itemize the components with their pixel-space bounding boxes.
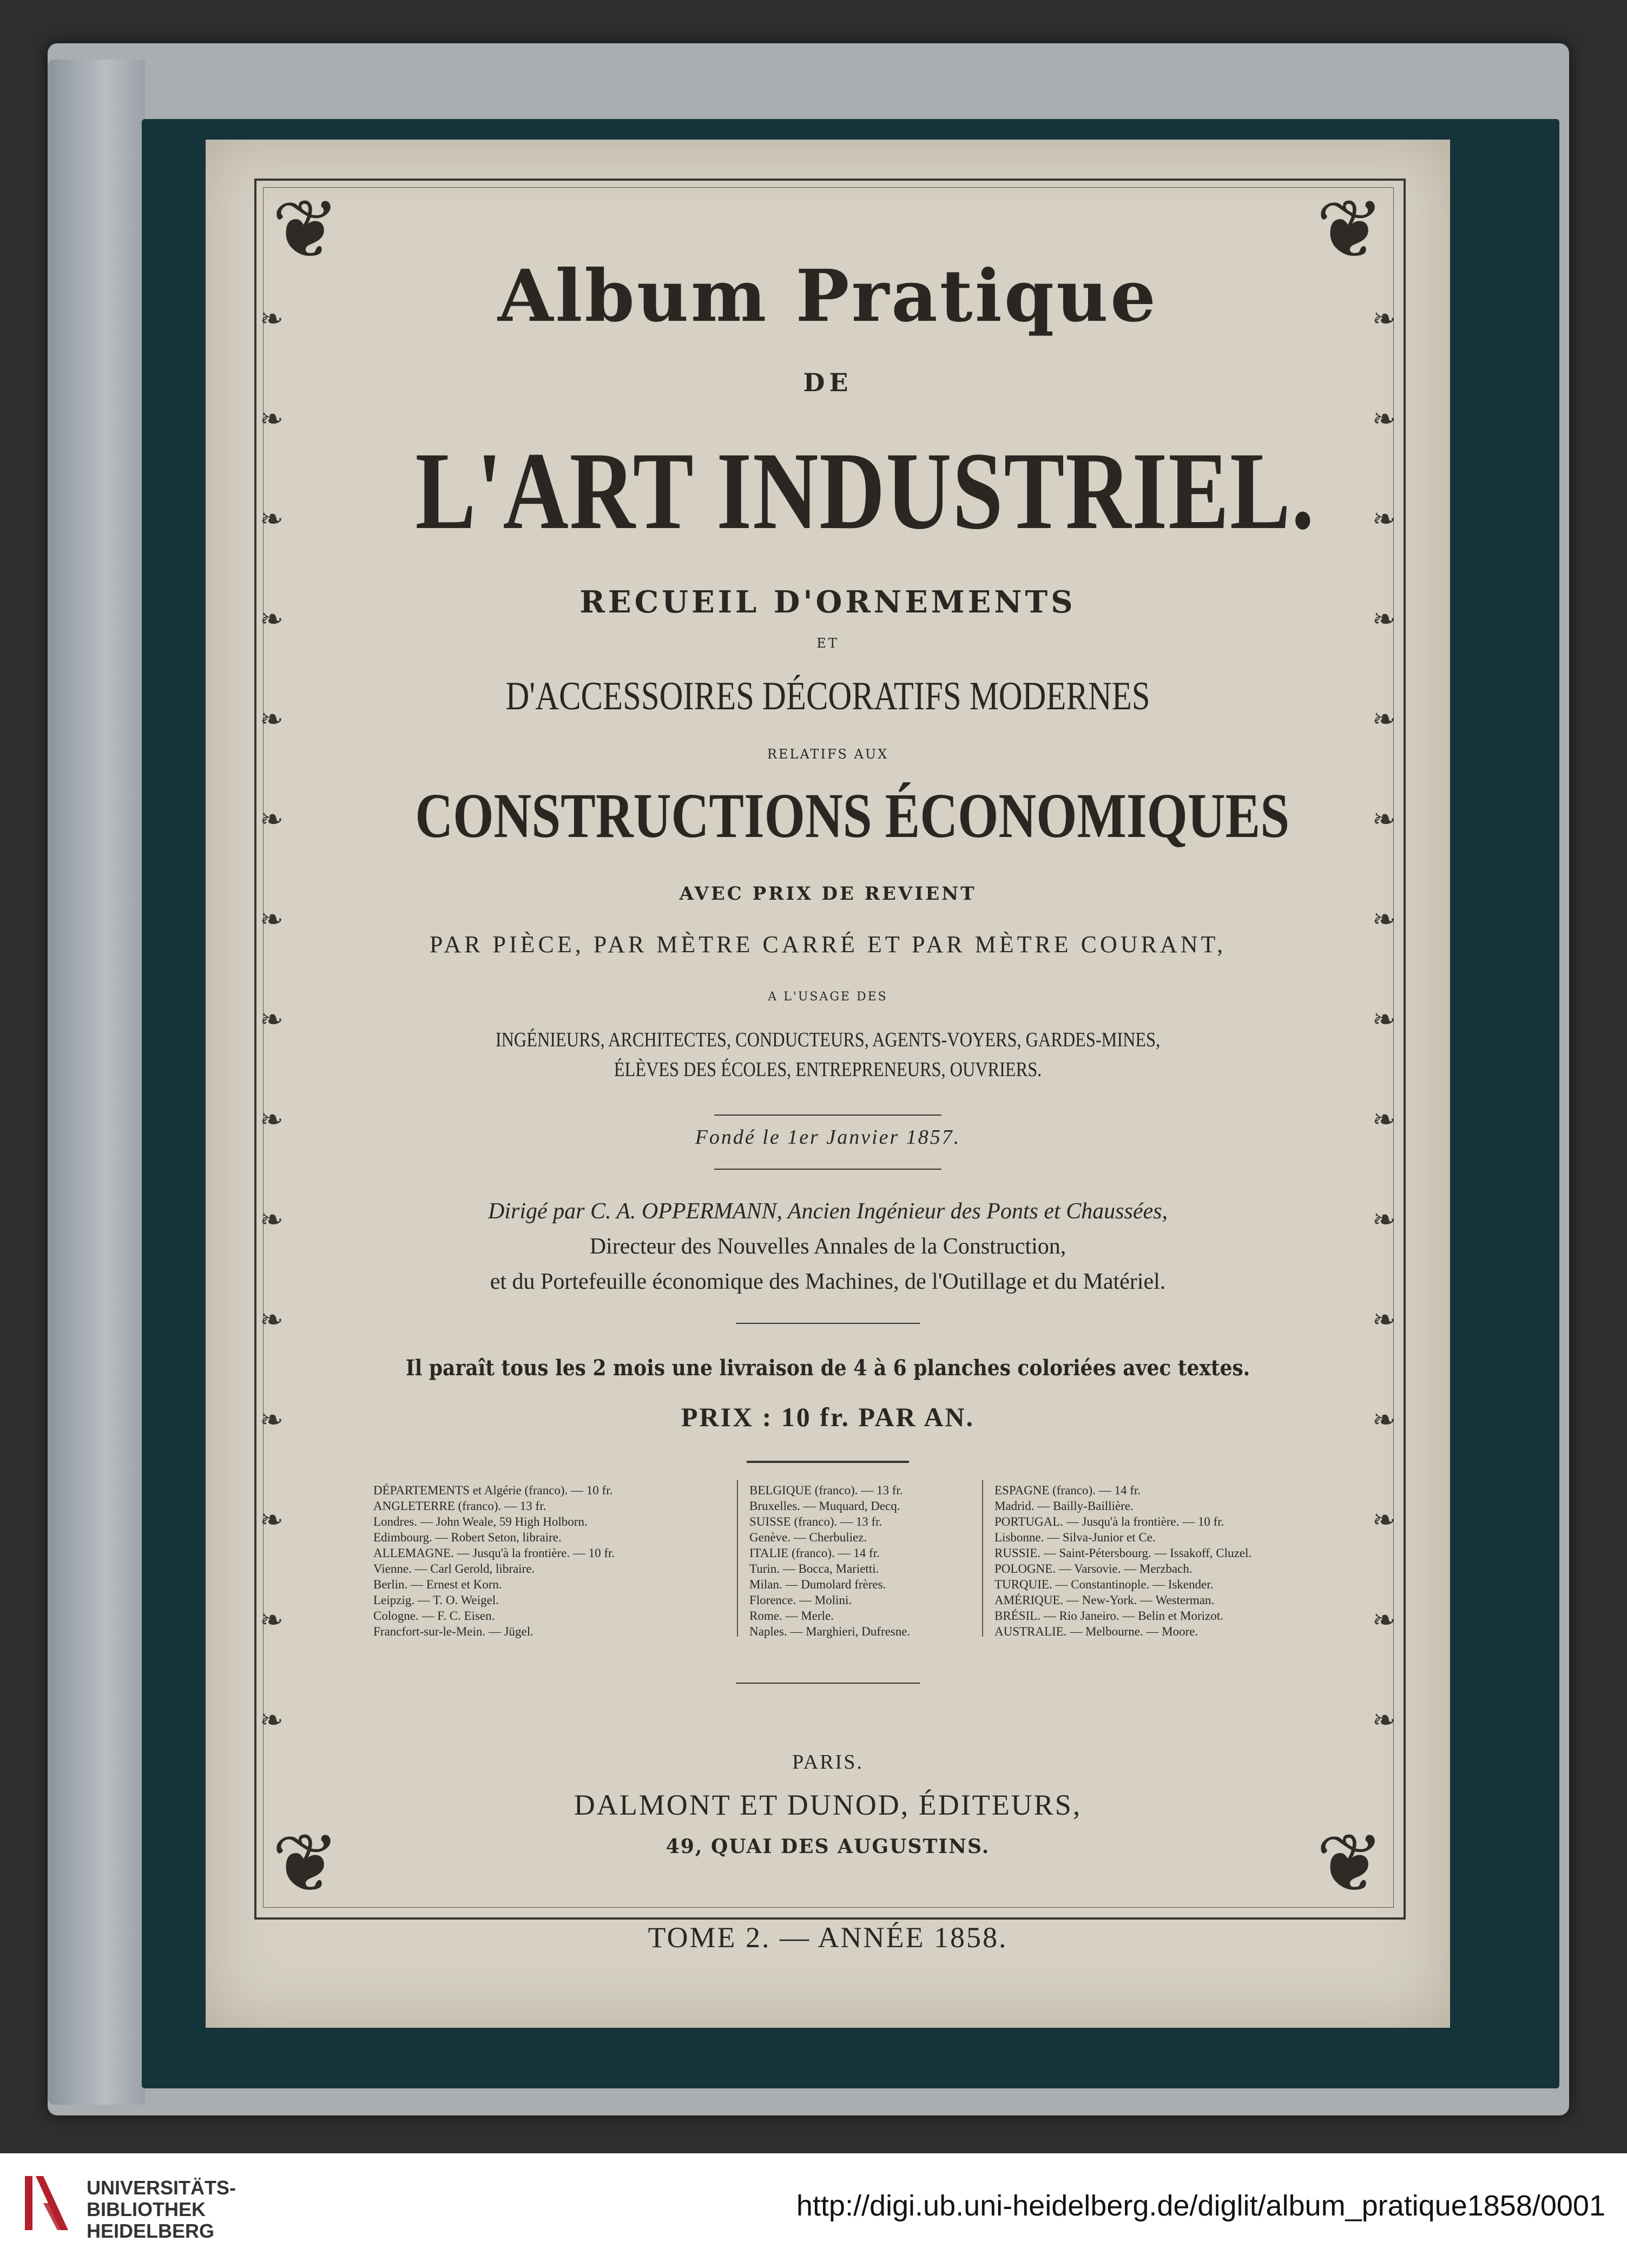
price-entry: ESPAGNE (franco). — 14 fr. <box>994 1484 1141 1497</box>
price-entry: ITALIE (franco). — 14 fr. <box>749 1546 880 1560</box>
price-entry: Francfort-sur-le-Mein. — Jügel. <box>373 1625 533 1638</box>
title-de: DE <box>803 368 853 397</box>
subtitle-et: ET <box>816 636 839 651</box>
subtitle-relatifs: RELATIFS AUX <box>767 747 889 762</box>
subtitle-par-piece: PAR PIÈCE, PAR MÈTRE CARRÉ ET PAR MÈTRE COURANT, <box>429 931 1227 958</box>
price-entry: BRÉSIL. — Rio Janeiro. — Belin et Morizot. <box>994 1609 1223 1623</box>
fleuron-icon: ❧ <box>260 1204 284 1236</box>
founded-date: Fondé le 1er Janvier 1857. <box>695 1126 961 1149</box>
corner-ornament-icon: ❦ <box>272 183 340 277</box>
permalink-url[interactable]: http://digi.ub.uni-heidelberg.de/diglit/album_pratique1858/0001 <box>796 2190 1605 2222</box>
price-entry: Cologne. — F. C. Eisen. <box>373 1609 495 1623</box>
fleuron-icon: ❧ <box>1372 803 1396 836</box>
library-name-line: UNIVERSITÄTS- <box>87 2177 236 2199</box>
price-entry: Berlin. — Ernest et Korn. <box>373 1578 502 1591</box>
price-entry: Turin. — Bocca, Marietti. <box>749 1562 879 1575</box>
fleuron-icon: ❧ <box>260 503 284 536</box>
fleuron-icon: ❧ <box>1372 403 1396 436</box>
fleuron-icon: ❧ <box>260 803 284 836</box>
price-entry: AMÉRIQUE. — New-York. — Westerman. <box>994 1593 1215 1607</box>
price-entry: Florence. — Molini. <box>749 1593 852 1607</box>
audience-line-1: INGÉNIEURS, ARCHITECTES, CONDUCTEURS, AGENTS-VOYERS, GARDES-MINES, <box>495 1028 1161 1051</box>
price-entry: ALLEMAGNE. — Jusqu'à la frontière. — 10 fr. <box>373 1546 615 1560</box>
fleuron-icon: ❧ <box>1372 1204 1396 1236</box>
library-logo-icon <box>22 2171 74 2236</box>
fleuron-icon: ❧ <box>1372 1504 1396 1537</box>
fleuron-icon: ❧ <box>260 1504 284 1537</box>
fleuron-icon: ❧ <box>1372 303 1396 335</box>
corner-ornament-icon: ❦ <box>1316 183 1384 277</box>
price-entry: POLOGNE. — Varsovie. — Merzbach. <box>994 1562 1193 1575</box>
fleuron-icon: ❧ <box>260 703 284 736</box>
fleuron-icon: ❧ <box>1372 1304 1396 1336</box>
library-name-line: BIBLIOTHEK <box>87 2198 206 2220</box>
column-divider <box>982 1480 983 1637</box>
price-entry: AUSTRALIE. — Melbourne. — Moore. <box>994 1625 1198 1638</box>
fleuron-icon: ❧ <box>1372 1004 1396 1036</box>
fleuron-icon: ❧ <box>1372 703 1396 736</box>
publication-frequency: Il paraît tous les 2 mois une livraison de 4 à 6 planches coloriées avec textes. <box>405 1355 1250 1381</box>
fleuron-icon: ❧ <box>260 603 284 636</box>
main-title: L'ART INDUSTRIEL. <box>415 430 1315 552</box>
divider-rule <box>714 1115 941 1116</box>
fleuron-icon: ❧ <box>1372 503 1396 536</box>
divider-rule <box>714 1169 941 1170</box>
side-ornament-right <box>1368 303 1400 1764</box>
price-entry: Edimbourg. — Robert Seton, libraire. <box>373 1531 562 1544</box>
imprint-address: 49, QUAI DES AUGUSTINS. <box>666 1835 990 1858</box>
volume-year: TOME 2. — ANNÉE 1858. <box>648 1921 1008 1954</box>
fleuron-icon: ❧ <box>1372 1604 1396 1637</box>
corner-ornament-icon: ❦ <box>1316 1817 1384 1911</box>
title-album-pratique: Album Pratique <box>497 254 1158 338</box>
fleuron-icon: ❧ <box>260 1404 284 1436</box>
imprint-publisher: DALMONT ET DUNOD, ÉDITEURS, <box>574 1789 1082 1821</box>
fleuron-icon: ❧ <box>1372 603 1396 636</box>
subtitle-constructions: CONSTRUCTIONS ÉCONOMIQUES <box>415 780 1290 851</box>
library-name <box>87 2177 236 2242</box>
subtitle-recueil: RECUEIL D'ORNEMENTS <box>579 584 1076 620</box>
fleuron-icon: ❧ <box>260 904 284 936</box>
fleuron-icon: ❧ <box>260 403 284 436</box>
divider-rule <box>747 1461 909 1463</box>
price-entry: PORTUGAL. — Jusqu'à la frontière. — 10 fr. <box>994 1515 1224 1528</box>
price-entry: TURQUIE. — Constantinople. — Iskender. <box>994 1578 1214 1591</box>
fleuron-icon: ❧ <box>260 1304 284 1336</box>
column-divider <box>737 1480 738 1637</box>
price-entry: ANGLETERRE (franco). — 13 fr. <box>373 1499 546 1513</box>
price-entry: DÉPARTEMENTS et Algérie (franco). — 10 fr. <box>373 1484 613 1497</box>
price-entry: Londres. — John Weale, 59 High Holborn. <box>373 1515 588 1528</box>
fleuron-icon: ❧ <box>260 1104 284 1136</box>
side-ornament-left <box>255 303 288 1764</box>
price-entry: Naples. — Marghieri, Dufresne. <box>749 1625 911 1638</box>
fleuron-icon: ❧ <box>1372 904 1396 936</box>
corner-ornament-icon: ❦ <box>272 1817 340 1911</box>
price-entry: Madrid. — Bailly-Baillière. <box>994 1499 1134 1513</box>
fleuron-icon: ❧ <box>1372 1104 1396 1136</box>
divider-rule <box>736 1683 920 1684</box>
director-line-2: Directeur des Nouvelles Annales de la Construction, <box>589 1234 1066 1259</box>
price-entry: Rome. — Merle. <box>749 1609 834 1623</box>
price-entry: RUSSIE. — Saint-Pétersbourg. — Issakoff, Cluzel. <box>994 1546 1252 1560</box>
price-list-column-3 <box>994 1482 1287 1639</box>
director-line-1: Dirigé par C. A. OPPERMANN, Ancien Ingénieur des Ponts et Chaussées, <box>488 1199 1168 1224</box>
divider-rule <box>736 1323 920 1324</box>
subtitle-usage: A L'USAGE DES <box>768 990 888 1004</box>
fleuron-icon: ❧ <box>260 1604 284 1637</box>
price-entry: Leipzig. — T. O. Weigel. <box>373 1593 499 1607</box>
price-entry: BELGIQUE (franco). — 13 fr. <box>749 1484 903 1497</box>
fleuron-icon: ❧ <box>260 1704 284 1737</box>
library-name-line: HEIDELBERG <box>87 2220 215 2242</box>
imprint-city: PARIS. <box>792 1751 864 1773</box>
director-line-3: et du Portefeuille économique des Machines, de l'Outillage et du Matériel. <box>490 1269 1166 1294</box>
subtitle-avec-prix: AVEC PRIX DE REVIENT <box>679 883 977 905</box>
fleuron-icon: ❧ <box>1372 1404 1396 1436</box>
price-entry: Milan. — Dumolard frères. <box>749 1578 886 1591</box>
price-entry: SUISSE (franco). — 13 fr. <box>749 1515 882 1528</box>
price-entry: Vienne. — Carl Gerold, libraire. <box>373 1562 535 1575</box>
annual-price: PRIX : 10 fr. PAR AN. <box>681 1402 975 1432</box>
price-entry: Lisbonne. — Silva-Junior et Ce. <box>994 1531 1156 1544</box>
fleuron-icon: ❧ <box>260 1004 284 1036</box>
fleuron-icon: ❧ <box>1372 1704 1396 1737</box>
price-entry: Bruxelles. — Muquard, Decq. <box>749 1499 900 1513</box>
price-entry: Genève. — Cherbuliez. <box>749 1531 867 1544</box>
fleuron-icon: ❧ <box>260 303 284 335</box>
price-list-column-1 <box>373 1482 666 1639</box>
audience-line-2: ÉLÈVES DES ÉCOLES, ENTREPRENEURS, OUVRIERS. <box>614 1058 1042 1081</box>
book-spine <box>48 60 145 2105</box>
subtitle-accessoires: D'ACCESSOIRES DÉCORATIFS MODERNES <box>505 674 1150 718</box>
